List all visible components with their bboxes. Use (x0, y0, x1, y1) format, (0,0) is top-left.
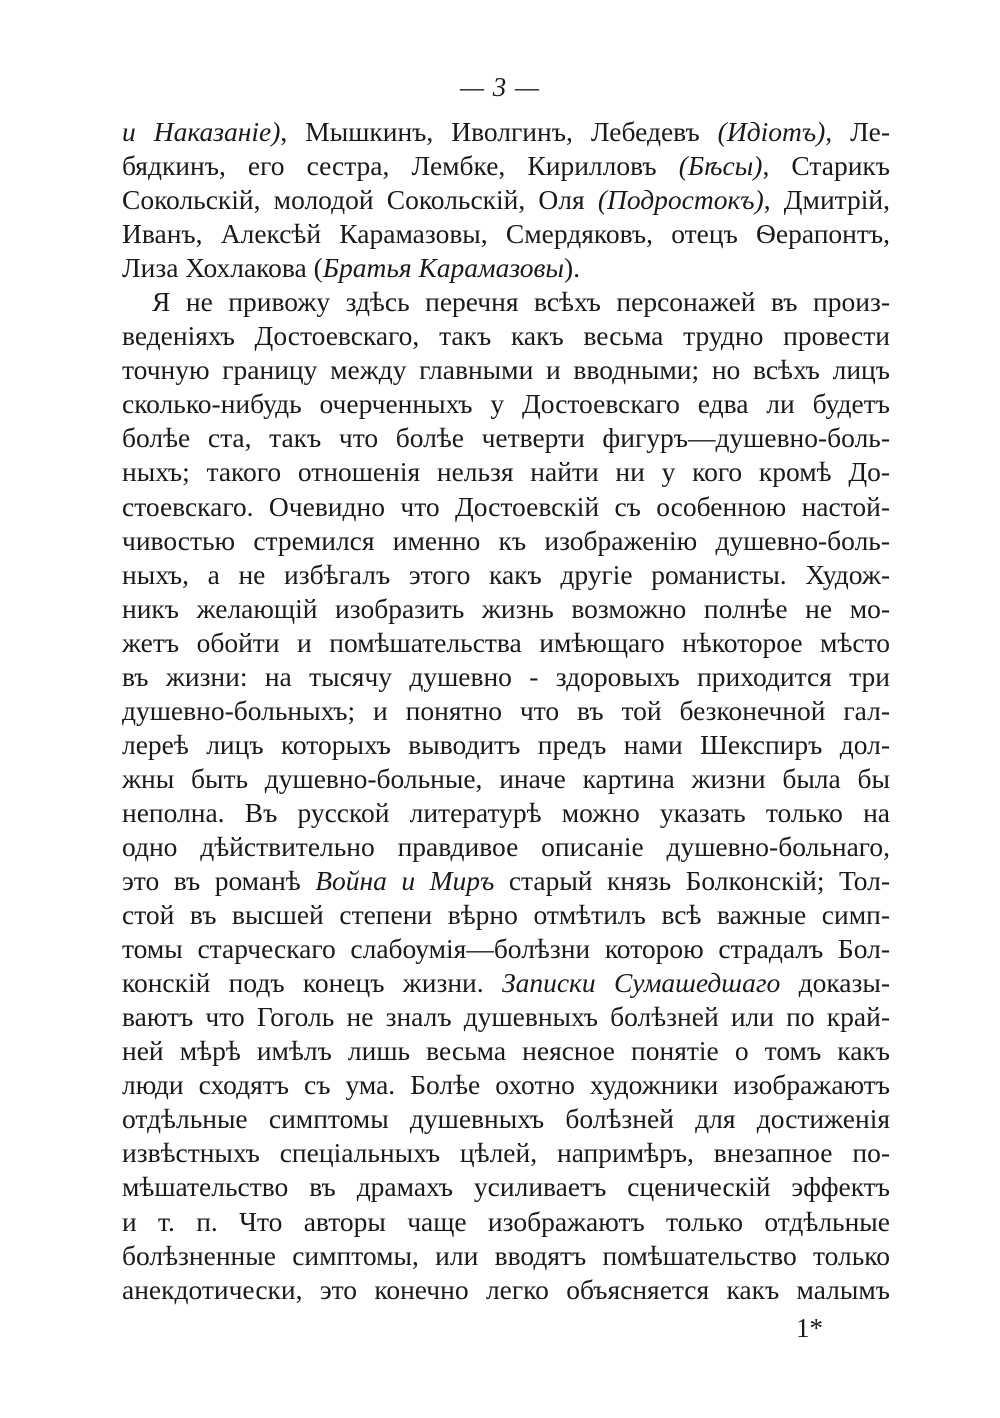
text-line (122, 592, 890, 626)
text-segment: точную границу между главными и вводными; но всѣхъ лицъ (122, 354, 890, 386)
text-segment: стоевскаго. Очевидно что Достоевскій съ особенною настой- (122, 490, 890, 522)
text-segment: старый князь Болконскій; Тол- (494, 865, 890, 897)
text-segment: стой въ высшей степени вѣрно отмѣтилъ всѣ важные симп- (122, 899, 890, 931)
text-segment: жны быть душевно-больные, иначе картина жизни была бы (122, 762, 890, 794)
italic-title: (Бѣсы) (678, 150, 763, 182)
text-segment: ). (564, 252, 581, 284)
text-line (122, 455, 890, 489)
text-line (122, 1205, 890, 1239)
text-segment: Лиза Хохлакова ( (122, 252, 323, 284)
text-segment: жетъ обойти и помѣшательства имѣющаго нѣкоторое мѣсто (122, 626, 890, 658)
text-line (122, 626, 890, 660)
text-line (122, 285, 890, 319)
text-line (122, 353, 890, 387)
text-segment: одно дѣйствительно правдивое описаніе душевно-больнаго, (122, 830, 890, 862)
text-line (122, 115, 890, 149)
text-segment: люди сходятъ съ ума. Болѣе охотно художники изображаютъ (122, 1069, 890, 1101)
text-line (122, 1170, 890, 1204)
text-line (122, 1000, 890, 1034)
text-line (122, 864, 890, 898)
text-line (122, 490, 890, 524)
text-segment: , Мышкинъ, Иволгинъ, Лебедевъ (280, 116, 718, 147)
text-segment: чивостью стремился именно къ изображенію душевно-боль- (122, 524, 890, 556)
text-segment: ваютъ что Гоголь не зналъ душевныхъ болѣзней или по край- (122, 1001, 890, 1033)
text-line (122, 558, 890, 592)
text-segment: душевно-больныхъ; и понятно что въ той безконечной гал- (122, 694, 890, 726)
text-line (122, 1034, 890, 1068)
text-segment: ныхъ, а не избѣгалъ этого какъ другіе романисты. Худож- (122, 558, 890, 590)
italic-title: Братья Карамазовы (322, 252, 565, 284)
text-line (122, 217, 890, 251)
page-number: — 3 — (459, 72, 540, 102)
text-segment: никъ желающій изобразить жизнь возможно полнѣе не мо- (122, 592, 890, 624)
text-line (122, 387, 890, 421)
text-line (122, 1136, 890, 1170)
text-line (122, 183, 890, 217)
text-line (122, 660, 890, 694)
italic-title: Записки Сумашедшаго (501, 967, 781, 999)
text-segment: доказы- (780, 967, 890, 999)
text-segment: томы старческаго слабоумія—болѣзни которою страдалъ Бол- (122, 933, 890, 965)
italic-title: (Подростокъ) (597, 184, 764, 216)
text-segment: и т. п. Что авторы чаще изображаютъ только отдѣльные (122, 1205, 890, 1237)
text-line (122, 1273, 890, 1307)
text-line (122, 694, 890, 728)
text-segment: неполна. Въ русской литературѣ можно указать только на (122, 796, 890, 828)
text-line (122, 319, 890, 353)
text-segment: въ жизни: на тысячу душевно - здоровыхъ приходится три (122, 660, 890, 692)
text-segment: извѣстныхъ спеціальныхъ цѣлей, напримѣръ, внезапное по- (122, 1137, 890, 1169)
text-segment: мѣшательство въ драмахъ усиливаетъ сценическій эффектъ (122, 1171, 890, 1203)
text-segment: бядкинъ, его сестра, Лембке, Кирилловъ (122, 150, 679, 182)
text-line (122, 421, 890, 455)
text-line (122, 932, 890, 966)
text-line (122, 762, 890, 796)
text-segment: , Дмитрій, (763, 184, 890, 216)
italic-title: и Наказаніе) (122, 116, 281, 147)
text-segment: ныхъ; такого отношенія нельзя найти ни у кого кромѣ До- (122, 456, 890, 488)
text-segment: Я не привожу здѣсь перечня всѣхъ персонажей въ произ- (152, 286, 890, 318)
text-segment: это въ романѣ (122, 865, 316, 897)
text-segment: сколько-нибудь очерченныхъ у Достоевскаго едва ли будетъ (122, 388, 890, 420)
text-segment: болѣе ста, такъ что болѣе четверти фигуръ—душевно-боль- (122, 422, 890, 454)
text-segment: отдѣльные симптомы душевныхъ болѣзней для достиженія (122, 1103, 890, 1135)
text-segment: лереѣ лицъ которыхъ выводитъ предъ нами Шекспиръ дол- (122, 728, 890, 760)
text-segment: Иванъ, Алексѣй Карамазовы, Смердяковъ, отецъ Ѳерапонтъ, (122, 218, 890, 250)
body-text (122, 115, 890, 1307)
text-line (122, 1102, 890, 1136)
text-line (122, 830, 890, 864)
text-segment: ней мѣрѣ имѣлъ лишь весьма неясное понятіе о томъ какъ (122, 1035, 890, 1067)
text-line (122, 251, 890, 285)
text-segment: , Старикъ (762, 150, 890, 182)
text-segment: болѣзненные симптомы, или вводятъ помѣшательство только (122, 1239, 890, 1271)
text-line (122, 796, 890, 830)
text-line (122, 898, 890, 932)
text-segment: Сокольскій, молодой Сокольскій, Оля (122, 184, 598, 216)
text-line (122, 1239, 890, 1273)
text-segment: веденіяхъ Достоевскаго, такъ какъ весьма трудно провести (122, 320, 890, 352)
text-line (122, 728, 890, 762)
text-line (122, 1068, 890, 1102)
signature-mark: 1* (796, 1313, 823, 1343)
text-line (122, 149, 890, 183)
text-segment: конскій подъ конецъ жизни. (122, 967, 502, 999)
text-segment: , Ле- (825, 116, 890, 147)
text-line (122, 524, 890, 558)
italic-title: (Идіотъ) (717, 116, 826, 147)
text-line (122, 966, 890, 1000)
text-segment: анекдотически, это конечно легко объясняется какъ малымъ (122, 1273, 890, 1305)
italic-title: Война и Миръ (315, 865, 495, 897)
